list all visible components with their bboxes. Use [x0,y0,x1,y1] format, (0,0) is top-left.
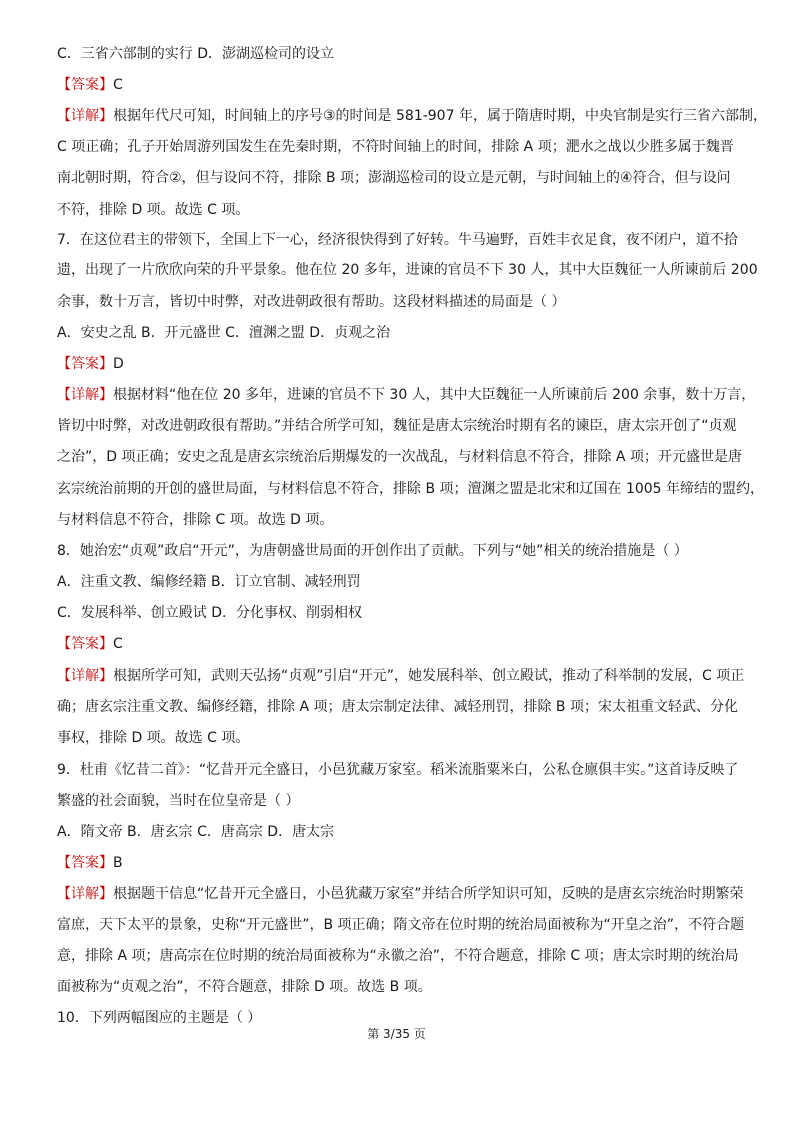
line-text: 南北朝时期，符合②，但与设问不符，排除 B 项；澎湖巡检司的设立是元朝，与时间轴上的④符合，但与设问 [57,170,731,186]
line-text: A．隋文帝 B．唐玄宗 C．唐高宗 D．唐太宗 [57,824,335,840]
section-tag: 【答案】 [57,356,113,372]
section-tag: 【答案】 [57,77,113,93]
line-text: 根据题干信息“忆昔开元全盛日，小邑犹藏万家室”并结合所学知识可知，反映的是唐玄宗统治时期繁荣 [113,886,744,902]
line-text: 富庶，天下太平的景象，史称“开元盛世”，B 项正确；隋文帝在位时期的统治局面被称为“开皇之治”，不符合题 [57,917,745,933]
text-line [57,666,757,686]
line-text: C [113,77,123,93]
line-text: A．安史之乱 B．开元盛世 C．澶渊之盟 D．贞观之治 [57,325,391,341]
text-line [57,760,757,780]
line-text: C．发展科举、创立殿试 D．分化事权、削弱相权 [57,605,363,621]
line-text: 皆切中时弊，对改进朝政很有帮助。”并结合所学可知，魏征是唐太宗统治时期有名的谏臣，唐太宗开创了“贞观 [57,418,737,434]
text-line [57,292,757,312]
text-line [57,634,757,654]
line-text: 之治”，D 项正确；安史之乱是唐玄宗统治后期爆发的一次战乱，与材料信息不符合，排除 A 项；开元盛世是唐 [57,449,742,465]
text-line [57,44,757,64]
text-line [57,728,757,748]
section-tag: 【详解】 [57,108,113,124]
text-line [57,137,757,157]
line-text: 根据材料“他在位 20 多年，进谏的官员不下 30 人，其中大臣魏征一人所谏前后 200 余事，数十万言， [113,387,756,403]
text-line [57,697,757,717]
text-line [57,603,757,623]
line-text: 与材料信息不符合，排除 C 项。故选 D 项。 [57,512,334,528]
text-line [57,75,757,95]
line-text: 根据年代尺可知，时间轴上的序号③的时间是 581-907 年，属于隋唐时期，中央官制是实行三省六部制， [113,108,767,124]
line-text: C 项正确；孔子开始周游列国发生在先秦时期，不符时间轴上的时间，排除 A 项；淝水之战以少胜多属于魏晋 [57,139,734,155]
text-line [57,230,757,250]
line-text: 面被称为“贞观之治”，不符合题意，排除 D 项。故选 B 项。 [57,979,432,995]
text-line [57,884,757,904]
text-line [57,385,757,405]
text-line [57,541,757,561]
line-text: 余事，数十万言，皆切中时弊，对改进朝政很有帮助。这段材料描述的局面是（ ） [57,294,566,310]
text-line [57,510,757,530]
line-text: C．三省六部制的实行 D．澎湖巡检司的设立 [57,46,335,62]
line-text: 9．杜甫《忆昔二首》：“忆昔开元全盛日，小邑犹藏万家室。稻米流脂粟米白，公私仓廪俱丰实。”这首诗反映了 [57,762,739,778]
text-line [57,822,757,842]
text-line [57,416,757,436]
text-line [57,260,757,280]
line-text: 玄宗统治前期的开创的盛世局面，与材料信息不符合，排除 B 项；澶渊之盟是北宋和辽国在 1005 年缔结的盟约， [57,481,765,497]
text-line [57,323,757,343]
section-tag: 【详解】 [57,387,113,403]
text-line [57,1008,757,1028]
text-line [57,977,757,997]
line-text: 8．她治宏“贞观”政启“开元”，为唐朝盛世局面的开创作出了贡献。下列与“她”相关的统治措施是（ ） [57,543,688,559]
line-text: 确；唐玄宗注重文教、编修经籍，排除 A 项；唐太宗制定法律、减轻刑罚，排除 B 项；宋太祖重文轻武、分化 [57,699,738,715]
line-text: 意，排除 A 项；唐高宗在位时期的统治局面被称为“永徽之治”，不符合题意，排除 C 项；唐太宗时期的统治局 [57,948,739,964]
text-line [57,915,757,935]
text-line [57,200,757,220]
line-text: 繁盛的社会面貌，当时在位皇帝是（ ） [57,793,300,809]
text-line [57,572,757,592]
text-line [57,106,767,126]
line-text: B [113,855,123,871]
text-line [57,447,757,467]
page-footer: 第 3/35 页 [367,1027,426,1041]
text-line [57,479,765,499]
text-line [57,853,757,873]
line-text: D [113,356,124,372]
line-text: 不符，排除 D 项。故选 C 项。 [57,202,250,218]
line-text: 事权，排除 D 项。故选 C 项。 [57,730,250,746]
section-tag: 【详解】 [57,668,113,684]
line-text: C [113,636,123,652]
line-text: 遗，出现了一片欣欣向荣的升平景象。他在位 20 多年，进谏的官员不下 30 人，其中大臣魏征一人所谏前后 200 [57,262,758,278]
section-tag: 【答案】 [57,855,113,871]
text-line [57,791,757,811]
line-text: 7．在这位君主的带领下，全国上下一心，经济很快得到了好转。牛马遍野，百姓丰衣足食，夜不闭户，道不拾 [57,232,738,248]
line-text: 10．下列两幅图应的主题是（ ） [57,1010,262,1026]
text-line [57,946,757,966]
line-text: 根据所学可知，武则天弘扬“贞观”引启“开元”，她发展科举、创立殿试，推动了科举制的发展，C 项正 [113,668,745,684]
text-line [57,354,757,374]
section-tag: 【答案】 [57,636,113,652]
line-text: A．注重文教、编修经籍 B．订立官制、减轻刑罚 [57,574,361,590]
section-tag: 【详解】 [57,886,113,902]
text-line [57,168,757,188]
